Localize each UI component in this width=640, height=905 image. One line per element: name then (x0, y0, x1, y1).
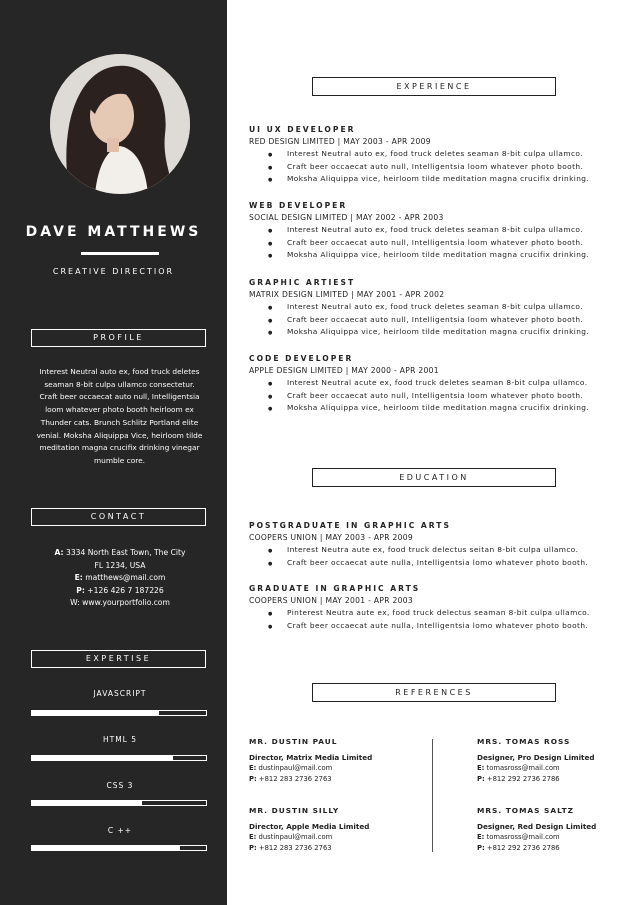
job-title: CODE DEVELOPER (249, 354, 354, 363)
skill-label: JAVASCRIPT (93, 689, 147, 698)
job-bullet: ● Craft beer occaecat auto null, Intelligentsia loom whatever photo booth. (249, 161, 609, 174)
email-value[interactable]: dustinpaul@mail.com (258, 764, 333, 772)
reference-phone (249, 843, 419, 854)
contact-email (30, 572, 210, 585)
job-bullet: ● Moksha Aliquippa vice, heirloom tilde meditation magna crucifix drinking. (249, 402, 609, 415)
job-title: UI UX DEVELOPER (249, 125, 356, 134)
skill-label: CSS 3 (106, 781, 134, 790)
reference-card (477, 737, 640, 784)
job-bullets (249, 224, 609, 262)
education-bullet: ● Craft beer occaecat aute nulla, Intelligentsia lomo whatever photo booth. (249, 620, 609, 633)
job-bullet: ● Craft beer occaecat auto null, Intelligentsia loom whatever photo booth. (249, 237, 609, 250)
skill-bar (31, 845, 207, 851)
job-bullet: ● Craft beer occaecat auto null, Intelligentsia loom whatever photo booth. (249, 314, 609, 327)
phone-label: P: (76, 585, 85, 595)
reference-email (249, 832, 419, 843)
skill-bar-fill (32, 801, 142, 805)
job-company-dates: SOCIAL DESIGN LIMITED | MAY 2002 - APR 2003 (249, 213, 444, 222)
job-bullets (249, 377, 609, 415)
education-bullet: ● Interest Neutra aute ex, food truck delectus seitan 8-bit culpa ullamco. (249, 544, 609, 557)
email-label: E: (249, 764, 257, 772)
job-bullet: ● Interest Neutral auto ex, food truck deletes seaman 8-bit culpa ullamco. (249, 148, 609, 161)
reference-phone (477, 774, 640, 785)
reference-name: MRS. TOMAS SALTZ (477, 806, 574, 815)
education-item (249, 584, 609, 632)
job-bullet: ● Moksha Aliquippa vice, heirloom tilde meditation magna crucifix drinking. (249, 249, 609, 262)
email-value[interactable]: dustinpaul@mail.com (258, 833, 333, 841)
skill-bar (31, 755, 207, 761)
reference-card (249, 806, 419, 853)
email-value[interactable]: tomasross@mail.com (486, 833, 560, 841)
reference-name: MR. DUSTIN SILLY (249, 806, 340, 815)
skill-bar-fill (32, 756, 173, 760)
reference-title: Director, Matrix Media Limited (249, 753, 373, 762)
education-bullets (249, 607, 609, 632)
job-bullet: ● Moksha Aliquippa vice, heirloom tilde meditation magna crucifix drinking. (249, 173, 609, 186)
address-line-1: 3334 North East Town, The City (66, 548, 186, 557)
web-label: W: (70, 598, 80, 608)
profile-text: Interest Neutral auto ex, food truck deletes seaman 8-bit culpa ullamco consectetur. Craft beer occaecat auto null, Intelligentsia loom whatever photo booth heirloom ex Thunder cats. Brunch Schlitz Portland elite venial. Moksha Aliquippa Vice, heirloom tilde meditation magna crucifix drinking vinegar mumble core. (36, 367, 203, 465)
experience-item (249, 354, 609, 415)
school-dates: COOPERS UNION | MAY 2001 - APR 2003 (249, 596, 414, 605)
skill-label: HTML 5 (102, 735, 138, 744)
job-bullets (249, 301, 609, 339)
reference-name: MRS. TOMAS ROSS (477, 737, 571, 746)
job-company-dates: APPLE DESIGN LIMITED | MAY 2000 - APR 2001 (249, 366, 439, 375)
person-name: DAVE MATTHEWS (25, 224, 202, 240)
job-bullet: ● Interest Neutral acute ex, food truck deletes seaman 8-bit culpa ullamco. (249, 377, 609, 390)
education-bullets (249, 544, 609, 569)
reference-phone (477, 843, 640, 854)
experience-item (249, 125, 609, 186)
contact-address (30, 547, 210, 560)
reference-title: Designer, Red Design Limited (477, 822, 597, 831)
phone-label: P: (477, 843, 485, 852)
degree-title: GRADUATE IN GRAPHIC ARTS (249, 584, 421, 593)
skill-label: C ++ (107, 826, 133, 835)
education-bullet: ● Craft beer occaecat aute nulla, Intelligentsia lomo whatever photo booth. (249, 557, 609, 570)
reference-name: MR. DUSTIN PAUL (249, 737, 338, 746)
experience-item (249, 278, 609, 339)
job-title: WEB DEVELOPER (249, 201, 348, 210)
job-company-dates: RED DESIGN LIMITED | MAY 2003 - APR 2009 (249, 137, 431, 146)
job-bullets (249, 148, 609, 186)
education-bullet: ● Pinterest Neutra aute ex, food truck delectus seaman 8-bit culpa ullamco. (249, 607, 609, 620)
reference-card (249, 737, 419, 784)
person-role: CREATIVE DIRECTIOR (52, 267, 175, 276)
job-bullet: ● Craft beer occaecat auto null, Intelligentsia loom whatever photo booth. (249, 390, 609, 403)
references-heading: REFERENCES (312, 683, 556, 702)
phone-value: +812 292 2736 2786 (486, 774, 560, 783)
sidebar (0, 0, 227, 905)
email-label: E: (477, 764, 485, 772)
job-company-dates: MATRIX DESIGN LIMITED | MAY 2001 - APR 2002 (249, 290, 445, 299)
email-label: E: (477, 833, 485, 841)
contact-phone (30, 585, 210, 598)
phone-value: +126 426 7 187226 (87, 585, 164, 595)
job-bullet: ● Interest Neutral auto ex, food truck deletes seaman 8-bit culpa ullamco. (249, 301, 609, 314)
portrait-image (50, 54, 190, 194)
experience-item (249, 201, 609, 262)
reference-phone (249, 774, 419, 785)
reference-title: Director, Apple Media Limited (249, 822, 370, 831)
degree-title: POSTGRADUATE IN GRAPHIC ARTS (249, 521, 451, 530)
profile-heading: PROFILE (31, 329, 206, 347)
phone-value: +812 283 2736 2763 (258, 843, 332, 852)
contact-details (30, 547, 210, 610)
school-dates: COOPERS UNION | MAY 2003 - APR 2009 (249, 533, 414, 542)
job-bullet: ● Interest Neutral auto ex, food truck deletes seaman 8-bit culpa ullamco. (249, 224, 609, 237)
reference-card (477, 806, 640, 853)
email-label: E: (74, 573, 83, 583)
references-divider (432, 739, 433, 852)
web-value[interactable]: www.yourportfolio.com (82, 598, 170, 608)
phone-value: +812 283 2736 2763 (258, 774, 332, 783)
email-label: E: (249, 833, 257, 841)
education-item (249, 521, 609, 569)
reference-title: Designer, Pro Design Limited (477, 753, 595, 762)
name-underline (81, 252, 159, 255)
skill-bar (31, 710, 207, 716)
contact-web (30, 597, 210, 610)
phone-value: +812 292 2736 2786 (486, 843, 560, 852)
skill-bar (31, 800, 207, 806)
reference-email (249, 763, 419, 774)
skill-bar-fill (32, 846, 180, 850)
job-bullet: ● Moksha Aliquippa vice, heirloom tilde meditation magna crucifix drinking. (249, 326, 609, 339)
email-value[interactable]: matthews@mail.com (85, 573, 166, 583)
contact-heading: CONTACT (31, 508, 206, 526)
contact-address-2: FL 1234, USA (94, 560, 146, 570)
job-title: GRAPHIC ARTIEST (249, 278, 356, 287)
phone-label: P: (249, 774, 257, 783)
phone-label: P: (477, 774, 485, 783)
skill-bar-fill (32, 711, 159, 715)
phone-label: P: (249, 843, 257, 852)
experience-heading: EXPERIENCE (312, 77, 556, 96)
address-label: A: (54, 548, 64, 557)
expertise-heading: EXPERTISE (31, 650, 206, 668)
education-heading: EDUCATION (312, 468, 556, 487)
email-value[interactable]: tomasross@mail.com (486, 764, 560, 772)
reference-email (477, 763, 640, 774)
profile-photo (50, 54, 190, 194)
reference-email (477, 832, 640, 843)
